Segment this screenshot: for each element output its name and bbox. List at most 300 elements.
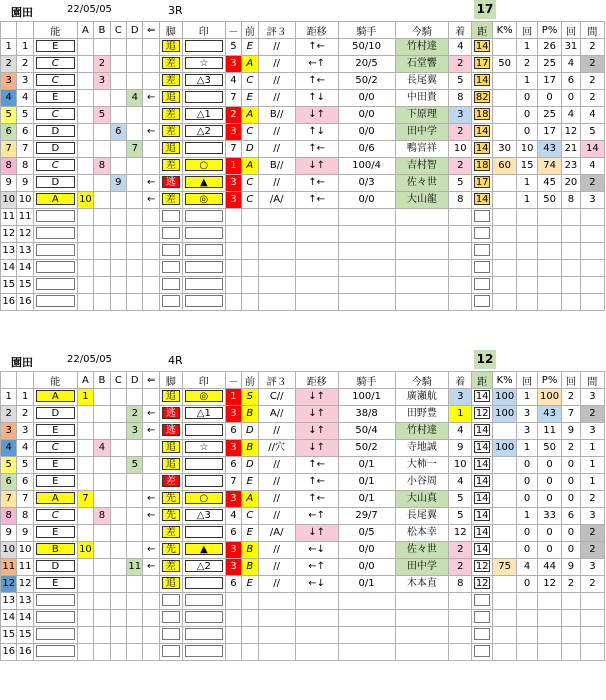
table-row[interactable] <box>1 508 605 525</box>
count1-cell: 0 <box>517 474 538 491</box>
column-header: 間 <box>580 22 604 39</box>
horse-no-cell: 1 <box>17 39 33 56</box>
table-row[interactable] <box>1 474 605 491</box>
horse-no-cell: 15 <box>17 627 33 644</box>
c-cell <box>110 243 126 260</box>
c-cell <box>110 559 126 576</box>
horse-no-cell: 13 <box>17 593 33 610</box>
mark-cell <box>182 158 225 175</box>
eval-cell <box>258 627 295 644</box>
ability-grade-box: E <box>36 526 75 538</box>
prev-cell <box>242 294 258 311</box>
prediction-mark-box: △2 <box>185 125 223 137</box>
table-row[interactable] <box>1 389 605 406</box>
dist-move-cell <box>295 294 338 311</box>
d-cell <box>127 389 143 406</box>
run-style-box: 差 <box>162 125 180 137</box>
column-header: D <box>127 372 143 389</box>
mark-cell <box>182 243 225 260</box>
empty-box <box>474 261 490 273</box>
arrow-cell <box>143 243 159 260</box>
table-row[interactable] <box>1 175 605 192</box>
finish-cell: 2 <box>449 559 472 576</box>
table-row[interactable] <box>1 294 605 311</box>
style-cell <box>159 124 182 141</box>
ability-cell <box>33 457 77 474</box>
table-row[interactable] <box>1 627 605 644</box>
ability-grade-box: D <box>36 176 75 188</box>
horse-no-cell: 14 <box>17 610 33 627</box>
k-rate-cell <box>493 508 517 525</box>
table-row[interactable] <box>1 209 605 226</box>
interval-cell: 3 <box>580 192 604 209</box>
dist-move-cell: ←↑ <box>295 559 338 576</box>
horse-no-cell: 3 <box>17 73 33 90</box>
eval-cell: // <box>258 141 295 158</box>
k-rate-cell <box>493 525 517 542</box>
table-row[interactable] <box>1 158 605 175</box>
d-cell <box>127 627 143 644</box>
table-row[interactable] <box>1 124 605 141</box>
jockey-rate-cell: 50/4 <box>338 423 395 440</box>
empty-box <box>36 594 75 606</box>
waku-cell: 3 <box>1 73 17 90</box>
ability-cell <box>33 192 77 209</box>
horse-no-cell: 10 <box>17 192 33 209</box>
table-row[interactable] <box>1 277 605 294</box>
count2-cell: 6 <box>562 73 581 90</box>
race-3r-section <box>0 0 606 311</box>
empty-box <box>474 645 490 657</box>
a-cell: 10 <box>77 542 93 559</box>
distance-cell <box>472 593 493 610</box>
count2-cell: 0 <box>562 457 581 474</box>
a-cell <box>77 209 93 226</box>
a-cell <box>77 610 93 627</box>
prev-cell <box>242 277 258 294</box>
c-cell <box>110 209 126 226</box>
finish-cell: 9 <box>449 440 472 457</box>
table-row[interactable] <box>1 141 605 158</box>
k-rate-cell <box>493 175 517 192</box>
interval-cell: 5 <box>580 124 604 141</box>
jockey-cell <box>395 627 449 644</box>
d-cell <box>127 209 143 226</box>
k-rate-cell <box>493 457 517 474</box>
eval-cell: /A/ <box>258 525 295 542</box>
eval-cell: // <box>258 542 295 559</box>
count2-cell: 4 <box>562 107 581 124</box>
count1-cell: 0 <box>517 525 538 542</box>
empty-box <box>185 210 223 222</box>
empty-box <box>162 295 180 307</box>
dist-move-cell <box>295 610 338 627</box>
distance-box: 14 <box>475 476 489 487</box>
distance-cell <box>472 260 493 277</box>
ability-cell <box>33 542 77 559</box>
run-style-box: 差 <box>162 560 180 572</box>
column-header: P% <box>538 22 562 39</box>
a-cell <box>77 508 93 525</box>
empty-box <box>162 244 180 256</box>
minus-cell <box>225 277 241 294</box>
column-header: A <box>77 22 93 39</box>
waku-cell: 11 <box>1 559 17 576</box>
k-rate-cell <box>493 423 517 440</box>
finish-cell <box>449 243 472 260</box>
mark-cell <box>182 593 225 610</box>
count1-cell: 2 <box>517 56 538 73</box>
p-rate-cell <box>538 260 562 277</box>
prev-cell: D <box>242 141 258 158</box>
waku-cell: 10 <box>1 542 17 559</box>
style-cell <box>159 491 182 508</box>
p-rate-cell <box>538 294 562 311</box>
count2-cell: 8 <box>562 192 581 209</box>
table-row[interactable] <box>1 90 605 107</box>
prev-cell: S <box>242 389 258 406</box>
jockey-rate-cell: 0/1 <box>338 576 395 593</box>
table-row[interactable] <box>1 440 605 457</box>
dist-move-cell <box>295 277 338 294</box>
empty-box <box>162 611 180 623</box>
ability-cell <box>33 389 77 406</box>
column-header: 能 <box>33 372 77 389</box>
b-cell <box>94 260 110 277</box>
p-rate-cell <box>538 243 562 260</box>
table-row[interactable] <box>1 559 605 576</box>
b-cell: 8 <box>94 158 110 175</box>
ability-cell <box>33 559 77 576</box>
distance-cell <box>472 474 493 491</box>
waku-cell: 14 <box>1 260 17 277</box>
race-date: 22/05/05 <box>67 354 112 365</box>
column-header: 印 <box>182 22 225 39</box>
table-row[interactable] <box>1 192 605 209</box>
mark-cell <box>182 423 225 440</box>
finish-cell: 8 <box>449 90 472 107</box>
prediction-mark-box: △1 <box>185 108 223 120</box>
count2-cell: 12 <box>562 124 581 141</box>
prev-cell: E <box>242 90 258 107</box>
dist-move-cell: ←↓ <box>295 542 338 559</box>
count2-cell: 20 <box>562 175 581 192</box>
table-row[interactable] <box>1 260 605 277</box>
distance-box: 14 <box>475 41 489 52</box>
finish-cell: 2 <box>449 56 472 73</box>
dist-move-cell: ↑← <box>295 491 338 508</box>
c-cell <box>110 644 126 661</box>
finish-cell: 5 <box>449 175 472 192</box>
horse-no-cell: 8 <box>17 158 33 175</box>
jockey-rate-cell: 0/0 <box>338 124 395 141</box>
waku-cell: 3 <box>1 423 17 440</box>
interval-cell <box>580 644 604 661</box>
k-rate-cell <box>493 593 517 610</box>
prev-cell: C <box>242 124 258 141</box>
p-rate-cell: 12 <box>538 576 562 593</box>
table-row[interactable] <box>1 610 605 627</box>
table-row[interactable] <box>1 576 605 593</box>
table-row[interactable] <box>1 423 605 440</box>
style-cell <box>159 192 182 209</box>
b-cell <box>94 141 110 158</box>
minus-cell <box>225 610 241 627</box>
run-style-box: 先 <box>162 543 180 555</box>
venue-label: 園田 <box>11 6 33 19</box>
finish-cell <box>449 593 472 610</box>
arrow-cell <box>143 440 159 457</box>
table-row[interactable] <box>1 457 605 474</box>
count1-cell: 0 <box>517 542 538 559</box>
dist-move-cell: ↓↑ <box>295 406 338 423</box>
eval-cell: // <box>258 559 295 576</box>
jockey-cell: 松本幸 <box>395 525 449 542</box>
prediction-mark-box <box>185 91 223 103</box>
dist-move-cell <box>295 593 338 610</box>
empty-box <box>36 645 75 657</box>
style-cell <box>159 627 182 644</box>
c-cell <box>110 389 126 406</box>
k-rate-cell <box>493 576 517 593</box>
column-header: － <box>225 22 241 39</box>
interval-cell <box>580 226 604 243</box>
prev-cell: A <box>242 56 258 73</box>
finish-cell <box>449 277 472 294</box>
mark-cell <box>182 508 225 525</box>
table-row[interactable] <box>1 406 605 423</box>
c-cell <box>110 474 126 491</box>
count1-cell: 1 <box>517 389 538 406</box>
jockey-cell <box>395 644 449 661</box>
distance-cell <box>472 423 493 440</box>
k-rate-cell <box>493 192 517 209</box>
table-row[interactable] <box>1 73 605 90</box>
distance-cell <box>472 542 493 559</box>
distance-box: 12 <box>475 578 489 589</box>
style-cell <box>159 576 182 593</box>
minus-cell: 7 <box>225 141 241 158</box>
table-row[interactable] <box>1 491 605 508</box>
count2-cell: 9 <box>562 423 581 440</box>
d-cell <box>127 73 143 90</box>
horse-no-cell: 8 <box>17 508 33 525</box>
ability-grade-box: D <box>36 125 75 137</box>
prev-cell: E <box>242 474 258 491</box>
count2-cell: 2 <box>562 389 581 406</box>
table-row[interactable] <box>1 226 605 243</box>
dist-move-cell: ↑← <box>295 474 338 491</box>
k-rate-cell: 100 <box>493 406 517 423</box>
table-row[interactable] <box>1 542 605 559</box>
jockey-cell: 大山龍 <box>395 192 449 209</box>
column-header: A <box>77 372 93 389</box>
a-cell <box>77 474 93 491</box>
ability-grade-box: E <box>36 458 75 470</box>
table-row[interactable] <box>1 644 605 661</box>
empty-box <box>185 244 223 256</box>
column-header: P% <box>538 372 562 389</box>
style-cell <box>159 209 182 226</box>
p-rate-cell: 50 <box>538 440 562 457</box>
style-cell <box>159 243 182 260</box>
prev-cell: B <box>242 440 258 457</box>
b-cell <box>94 644 110 661</box>
ability-grade-box: E <box>36 424 75 436</box>
d-cell <box>127 576 143 593</box>
style-cell <box>159 107 182 124</box>
arrow-cell: ← <box>143 192 159 209</box>
b-cell <box>94 576 110 593</box>
b-cell <box>94 90 110 107</box>
minus-cell: 7 <box>225 90 241 107</box>
minus-cell <box>225 593 241 610</box>
dist-move-cell: ↑← <box>295 457 338 474</box>
distance-cell <box>472 124 493 141</box>
prev-cell <box>242 243 258 260</box>
mark-cell <box>182 39 225 56</box>
c-cell <box>110 406 126 423</box>
interval-cell: 3 <box>580 559 604 576</box>
interval-cell <box>580 627 604 644</box>
arrow-cell: ← <box>143 423 159 440</box>
empty-box <box>185 261 223 273</box>
eval-cell <box>258 593 295 610</box>
k-rate-cell <box>493 107 517 124</box>
minus-cell <box>225 627 241 644</box>
distance-box: 18 <box>475 160 489 171</box>
prediction-mark-box: △3 <box>185 509 223 521</box>
b-cell <box>94 175 110 192</box>
prev-cell <box>242 260 258 277</box>
a-cell <box>77 593 93 610</box>
prediction-mark-box: △3 <box>185 74 223 86</box>
finish-cell: 8 <box>449 576 472 593</box>
ability-cell <box>33 294 77 311</box>
dist-move-cell: ←↓ <box>295 576 338 593</box>
eval-cell: // <box>258 474 295 491</box>
style-cell <box>159 90 182 107</box>
arrow-cell <box>143 73 159 90</box>
arrow-cell <box>143 627 159 644</box>
table-row[interactable] <box>1 243 605 260</box>
waku-cell: 9 <box>1 525 17 542</box>
horse-no-cell: 15 <box>17 277 33 294</box>
column-header: K% <box>493 372 517 389</box>
minus-cell: 2 <box>225 107 241 124</box>
b-cell: 2 <box>94 56 110 73</box>
finish-cell: 3 <box>449 107 472 124</box>
waku-cell: 12 <box>1 576 17 593</box>
style-cell <box>159 175 182 192</box>
d-cell <box>127 243 143 260</box>
distance-cell <box>472 294 493 311</box>
jockey-rate-cell: 50/2 <box>338 73 395 90</box>
arrow-cell <box>143 226 159 243</box>
ability-grade-box: A <box>36 390 75 402</box>
d-cell: 3 <box>127 423 143 440</box>
ability-cell <box>33 56 77 73</box>
count1-cell: 4 <box>517 559 538 576</box>
ability-grade-box: A <box>36 492 75 504</box>
b-cell <box>94 627 110 644</box>
waku-cell: 15 <box>1 277 17 294</box>
ability-cell <box>33 644 77 661</box>
p-rate-cell <box>538 610 562 627</box>
jockey-cell <box>395 226 449 243</box>
k-rate-cell <box>493 294 517 311</box>
eval-cell: // <box>258 39 295 56</box>
prediction-mark-box <box>185 40 223 52</box>
c-cell <box>110 576 126 593</box>
dist-move-cell <box>295 209 338 226</box>
ability-grade-box: D <box>36 142 75 154</box>
jockey-cell: 竹村達 <box>395 423 449 440</box>
dist-move-cell: ←↑ <box>295 56 338 73</box>
waku-cell: 9 <box>1 175 17 192</box>
finish-cell: 2 <box>449 158 472 175</box>
style-cell <box>159 559 182 576</box>
interval-cell: 2 <box>580 406 604 423</box>
horse-no-cell: 2 <box>17 406 33 423</box>
empty-box <box>185 594 223 606</box>
empty-box <box>162 628 180 640</box>
count2-cell: 7 <box>562 406 581 423</box>
ability-grade-box: C <box>36 159 75 171</box>
table-row[interactable] <box>1 39 605 56</box>
column-header <box>1 22 17 39</box>
d-cell <box>127 192 143 209</box>
c-cell <box>110 508 126 525</box>
prev-cell: C <box>242 192 258 209</box>
p-rate-cell <box>538 277 562 294</box>
style-cell <box>159 277 182 294</box>
ability-cell <box>33 440 77 457</box>
run-style-box: 先 <box>162 492 180 504</box>
finish-cell: 10 <box>449 141 472 158</box>
distance-cell <box>472 389 493 406</box>
c-cell <box>110 260 126 277</box>
p-rate-cell: 45 <box>538 175 562 192</box>
table-row[interactable] <box>1 525 605 542</box>
interval-cell: 2 <box>580 90 604 107</box>
table-row[interactable] <box>1 107 605 124</box>
horse-no-cell: 12 <box>17 576 33 593</box>
mark-cell <box>182 627 225 644</box>
table-row[interactable] <box>1 56 605 73</box>
column-header: 距 <box>472 22 493 39</box>
interval-cell <box>580 294 604 311</box>
waku-cell: 6 <box>1 474 17 491</box>
table-row[interactable] <box>1 593 605 610</box>
dist-move-cell <box>295 243 338 260</box>
distance-cell <box>472 627 493 644</box>
distance-box: 14 <box>475 194 489 205</box>
dist-move-cell: ↑← <box>295 39 338 56</box>
distance-cell <box>472 158 493 175</box>
empty-box <box>185 628 223 640</box>
column-header: 前 <box>242 22 258 39</box>
mark-cell <box>182 406 225 423</box>
minus-cell <box>225 644 241 661</box>
waku-cell: 8 <box>1 158 17 175</box>
waku-cell: 4 <box>1 440 17 457</box>
k-rate-cell <box>493 73 517 90</box>
d-cell <box>127 158 143 175</box>
minus-cell: 3 <box>225 56 241 73</box>
p-rate-cell: 74 <box>538 158 562 175</box>
distance-box: 14 <box>475 126 489 137</box>
